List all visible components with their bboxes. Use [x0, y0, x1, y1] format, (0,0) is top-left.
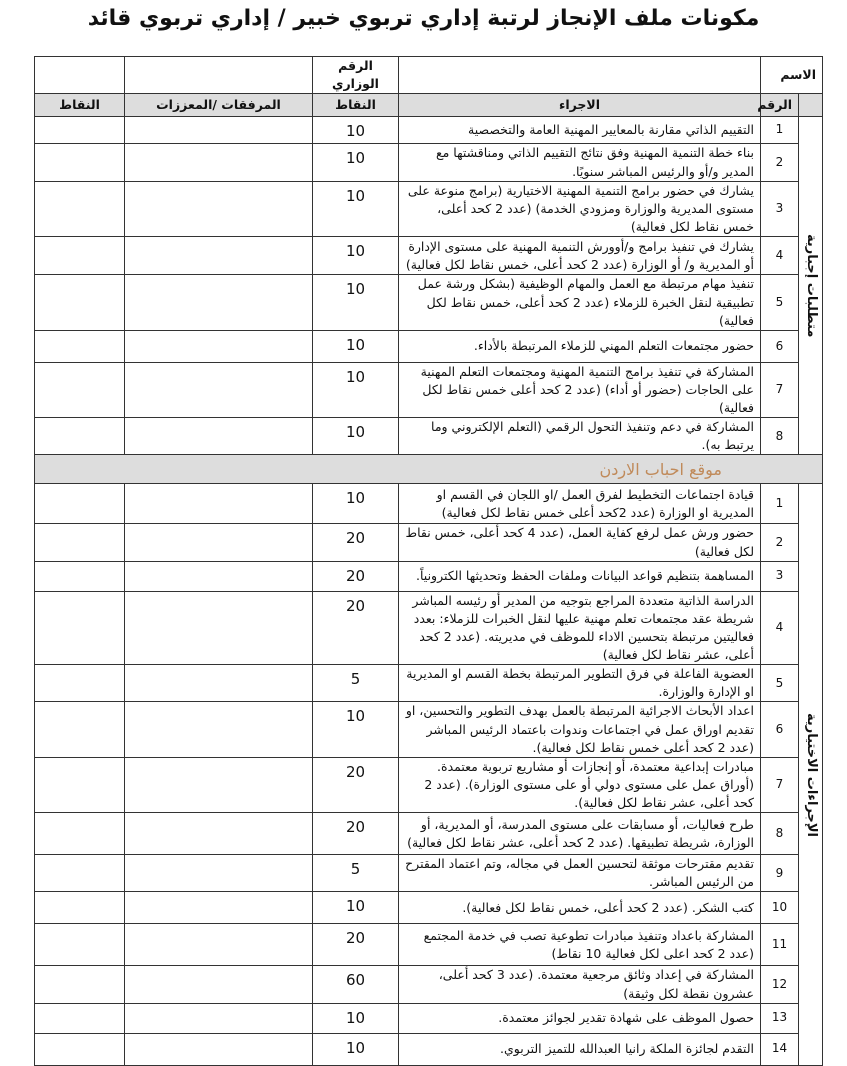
row-description: التقدم لجائزة الملكة رانيا العبدالله للتميز التربوي.	[399, 1033, 761, 1065]
row-number: 8	[761, 813, 799, 855]
table-row	[35, 561, 823, 591]
row-score	[35, 702, 125, 757]
table-row	[35, 757, 823, 812]
row-number: 3	[761, 182, 799, 237]
row-score	[35, 855, 125, 892]
row-score	[35, 665, 125, 702]
row-number: 5	[761, 275, 799, 330]
row-description: حصول الموظف على شهادة تقدير لجوائز معتمدة.	[399, 1003, 761, 1033]
row-score	[35, 330, 125, 362]
row-points: 20	[313, 561, 399, 591]
header-row-top	[35, 57, 823, 94]
col-attachments: المرفقات /المعززات	[125, 94, 313, 117]
row-attachments	[125, 182, 313, 237]
row-attachments	[125, 362, 313, 417]
row-points: 10	[313, 330, 399, 362]
page-title: مكونات ملف الإنجاز لرتبة إداري تربوي خبير / إداري تربوي قائد	[87, 6, 760, 31]
row-attachments	[125, 330, 313, 362]
row-score	[35, 362, 125, 417]
row-description: المشاركة في دعم وتنفيذ التحول الرقمي (التعلم الإلكتروني وما يرتبط به).	[399, 418, 761, 455]
row-description: يشارك في تنفيذ برامج و/أوورش التنمية المهنية على مستوى الإدارة أو المديرية و/ أو الوزارة (عدد 2 كحد أعلى، خمس نقاط لكل فعالية)	[399, 237, 761, 275]
row-points: 5	[313, 665, 399, 702]
row-description: المشاركة باعداد وتنفيذ مبادرات تطوعية تصب في خدمة المجتمع (عدد 2 كحد اعلى لكل فعالية 10 نقاط)	[399, 924, 761, 966]
header-row-columns	[35, 94, 823, 117]
row-score	[35, 1003, 125, 1033]
row-number: 5	[761, 665, 799, 702]
name-label: الاسم	[761, 57, 823, 94]
row-score	[35, 182, 125, 237]
row-description: تنفيذ مهام مرتبطة مع العمل والمهام الوظيفية (بشكل ورشة عمل تطبيقية لنقل الخبرة للزملاء (عدد 2 كحد أعلى، خمس نقاط لكل فعالية)	[399, 275, 761, 330]
row-points: 20	[313, 591, 399, 665]
table-row	[35, 1033, 823, 1065]
row-points: 10	[313, 484, 399, 524]
row-description: اعداد الأبحاث الاجرائية المرتبطة بالعمل بهدف التطوير والتحسين، او تقديم اوراق عمل في اجتماعات وندوات باعتماد الرئيس المباشر (عدد 2 كحد أعلى خمس نقاط لكل فعالية).	[399, 702, 761, 757]
row-attachments	[125, 702, 313, 757]
col-points: النقاط	[313, 94, 399, 117]
row-number: 10	[761, 892, 799, 924]
section-separator	[35, 455, 823, 484]
row-number: 9	[761, 855, 799, 892]
row-description: التقييم الذاتي مقارنة بالمعايير المهنية العامة والتخصصية	[399, 117, 761, 144]
row-description: العضوية الفاعلة في فرق التطوير المرتبطة بخطة القسم او المديرية او الإدارة والوزارة.	[399, 665, 761, 702]
row-points: 5	[313, 855, 399, 892]
row-score	[35, 757, 125, 812]
table-row	[35, 1003, 823, 1033]
row-attachments	[125, 144, 313, 182]
row-score	[35, 275, 125, 330]
col-number: الرقم	[761, 94, 799, 117]
table-row	[35, 275, 823, 330]
section-label: متطلبات إجبارية	[799, 117, 823, 455]
table-row	[35, 330, 823, 362]
row-description: حضور ورش عمل لرفع كفاية العمل، (عدد 4 كحد أعلى، خمس نقاط لكل فعالية)	[399, 524, 761, 561]
row-attachments	[125, 275, 313, 330]
row-number: 11	[761, 924, 799, 966]
row-attachments	[125, 237, 313, 275]
row-score	[35, 813, 125, 855]
table-row	[35, 182, 823, 237]
table-row	[35, 524, 823, 561]
row-points: 60	[313, 966, 399, 1003]
col-score: النقاط	[35, 94, 125, 117]
row-attachments	[125, 892, 313, 924]
row-score	[35, 524, 125, 561]
row-description: مبادرات إبداعية معتمدة، أو إنجازات أو مشاريع تربوية معتمدة. (أوراق عمل على مستوى دولي أو على مستوى الوزارة). (عدد 2 كحد أعلى، عشر نقاط لكل فعالية).	[399, 757, 761, 812]
row-attachments	[125, 524, 313, 561]
row-score	[35, 966, 125, 1003]
row-number: 4	[761, 237, 799, 275]
table-row	[35, 665, 823, 702]
table-row	[35, 117, 823, 144]
row-number: 14	[761, 1033, 799, 1065]
row-attachments	[125, 117, 313, 144]
row-attachments	[125, 561, 313, 591]
row-points: 10	[313, 237, 399, 275]
row-points: 20	[313, 924, 399, 966]
row-description: بناء خطة التنمية المهنية وفق نتائج التقييم الذاتي ومناقشتها مع المدير و/أو والرئيس المباشر سنويًا.	[399, 144, 761, 182]
row-number: 1	[761, 484, 799, 524]
row-score	[35, 144, 125, 182]
table-row	[35, 237, 823, 275]
row-description: قيادة اجتماعات التخطيط لفرق العمل /او اللجان في القسم او المديرية او الوزارة (عدد 2كحد أعلى خمس نقاط لكل فعالية)	[399, 484, 761, 524]
row-number: 3	[761, 561, 799, 591]
row-description: تقديم مقترحات موثقة لتحسين العمل في مجاله، وتم اعتماد المقترح من الرئيس المباشر.	[399, 855, 761, 892]
table-row	[35, 702, 823, 757]
row-attachments	[125, 1003, 313, 1033]
row-points: 20	[313, 757, 399, 812]
row-points: 20	[313, 813, 399, 855]
row-score	[35, 591, 125, 665]
row-score	[35, 892, 125, 924]
row-points: 10	[313, 117, 399, 144]
row-number: 6	[761, 702, 799, 757]
row-attachments	[125, 484, 313, 524]
row-points: 10	[313, 362, 399, 417]
row-number: 12	[761, 966, 799, 1003]
table-row	[35, 418, 823, 455]
row-points: 10	[313, 1003, 399, 1033]
row-description: المشاركة في تنفيذ برامج التنمية المهنية ومجتمعات التعلم المهنية على الحاجات (حضور أو أداء) (عدد 2 كحد أعلى خمس نقاط لكل فعالية)	[399, 362, 761, 417]
row-score	[35, 484, 125, 524]
row-number: 1	[761, 117, 799, 144]
row-number: 7	[761, 757, 799, 812]
ministry-number-label: الرقم الوزاري	[313, 57, 399, 94]
row-points: 10	[313, 418, 399, 455]
table-row	[35, 966, 823, 1003]
row-number: 8	[761, 418, 799, 455]
row-number: 6	[761, 330, 799, 362]
row-score	[35, 924, 125, 966]
table-row	[35, 892, 823, 924]
row-attachments	[125, 665, 313, 702]
row-points: 10	[313, 1033, 399, 1065]
row-description: يشارك في حضور برامج التنمية المهنية الاختيارية (برامج منوعة على مستوى المديرية والوزارة ومزودي الخدمة) (عدد 2 كحد أعلى، خمس نقاط لكل فعالية)	[399, 182, 761, 237]
row-description: المشاركة في إعداد وثائق مرجعية معتمدة. (عدد 3 كحد أعلى، عشرون نقطة لكل وثيقة)	[399, 966, 761, 1003]
row-points: 10	[313, 702, 399, 757]
row-score	[35, 117, 125, 144]
row-score	[35, 418, 125, 455]
row-description: كتب الشكر. (عدد 2 كحد أعلى، خمس نقاط لكل فعالية).	[399, 892, 761, 924]
row-description: حضور مجتمعات التعلم المهني للزملاء المرتبطة بالأداء.	[399, 330, 761, 362]
row-attachments	[125, 813, 313, 855]
row-attachments	[125, 966, 313, 1003]
watermark-text: موقع احباب الاردن	[35, 455, 823, 484]
row-number: 13	[761, 1003, 799, 1033]
table-row	[35, 591, 823, 665]
section-label: الإجراءات الاختيارية	[799, 484, 823, 1065]
row-points: 10	[313, 275, 399, 330]
row-description: الدراسة الذاتية متعددة المراجع بتوجيه من المدير أو رئيسه المباشر شريطة عقد مجتمعات تعلم مهنية عليها لنقل الخبرات للزملاء: بعدد فعاليتين مرتبطة بتحسين الاداء للموظف في مديريته. (عدد 2 كحد أعلى، عشر نقاط لكل فعالية)	[399, 591, 761, 665]
row-attachments	[125, 924, 313, 966]
row-description: طرح فعاليات، أو مسابقات على مستوى المدرسة، أو المديرية، أو الوزارة، شريطة تطبيقها. (عدد 2 كحد أعلى، عشر نقاط لكل فعالية)	[399, 813, 761, 855]
row-description: المساهمة بتنظيم قواعد البيانات وملفات الحفظ وتحديثها الكترونياً.	[399, 561, 761, 591]
row-attachments	[125, 1033, 313, 1065]
col-procedure: الاجراء	[399, 94, 761, 117]
row-points: 10	[313, 892, 399, 924]
table-row	[35, 144, 823, 182]
row-score	[35, 561, 125, 591]
row-number: 7	[761, 362, 799, 417]
table-row	[35, 362, 823, 417]
table-row	[35, 813, 823, 855]
row-points: 10	[313, 182, 399, 237]
row-score	[35, 237, 125, 275]
row-number: 2	[761, 144, 799, 182]
row-number: 2	[761, 524, 799, 561]
row-points: 20	[313, 524, 399, 561]
table-row	[35, 484, 823, 524]
row-number: 4	[761, 591, 799, 665]
row-attachments	[125, 418, 313, 455]
row-attachments	[125, 855, 313, 892]
table-row	[35, 855, 823, 892]
row-attachments	[125, 591, 313, 665]
row-score	[35, 1033, 125, 1065]
achievement-table	[34, 56, 823, 1066]
row-points: 10	[313, 144, 399, 182]
row-attachments	[125, 757, 313, 812]
table-row	[35, 924, 823, 966]
